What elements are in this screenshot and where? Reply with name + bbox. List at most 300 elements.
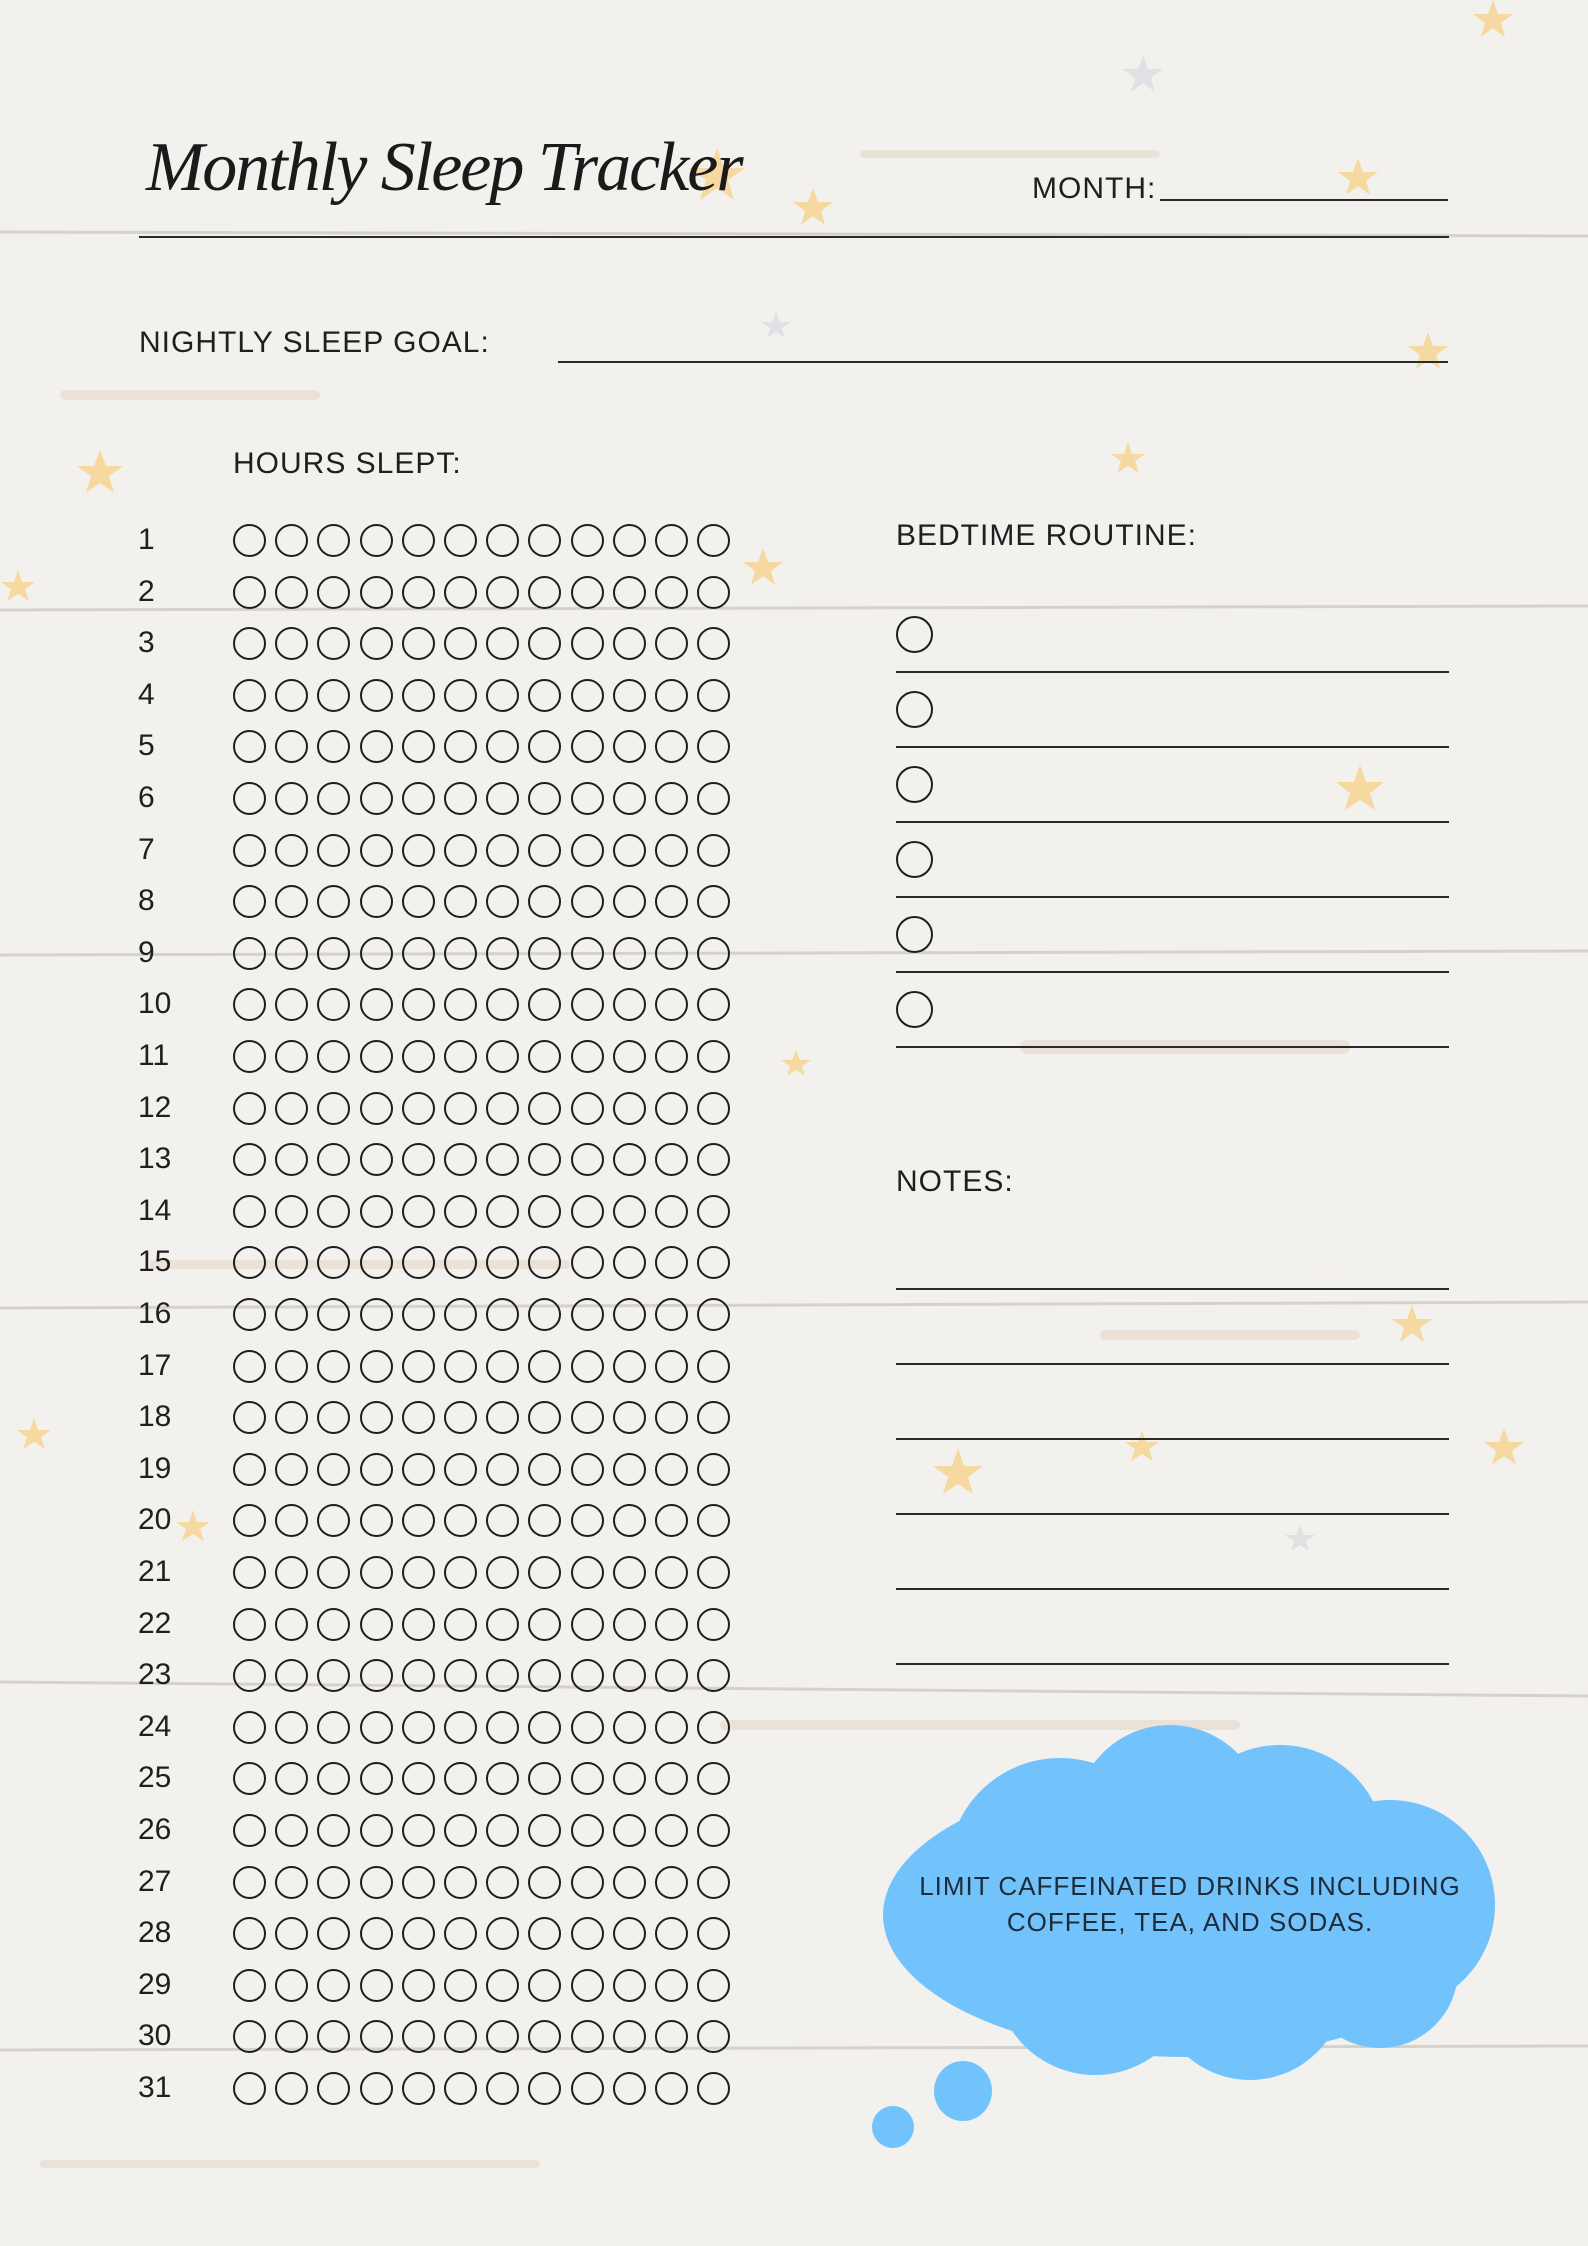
hour-circle[interactable] (486, 937, 519, 970)
hour-circle[interactable] (402, 1453, 435, 1486)
hour-circle[interactable] (655, 1040, 688, 1073)
hour-circle[interactable] (486, 1608, 519, 1641)
hour-circle[interactable] (233, 576, 266, 609)
hour-circle[interactable] (571, 1608, 604, 1641)
notes-line[interactable] (896, 1588, 1449, 1590)
hour-circle[interactable] (613, 834, 646, 867)
hour-circle[interactable] (655, 782, 688, 815)
hour-circle[interactable] (528, 576, 561, 609)
hour-circle[interactable] (655, 1711, 688, 1744)
hour-circle[interactable] (275, 782, 308, 815)
routine-checkbox[interactable] (896, 691, 933, 728)
hour-circle[interactable] (402, 2020, 435, 2053)
hour-circle[interactable] (655, 1659, 688, 1692)
hour-circle[interactable] (655, 1866, 688, 1899)
hour-circle[interactable] (233, 1556, 266, 1589)
hour-circle[interactable] (613, 937, 646, 970)
hour-circle[interactable] (275, 937, 308, 970)
routine-checkbox[interactable] (896, 991, 933, 1028)
hour-circle[interactable] (697, 1195, 730, 1228)
hour-circle[interactable] (402, 1917, 435, 1950)
hour-circle[interactable] (402, 1143, 435, 1176)
hour-circle[interactable] (360, 730, 393, 763)
routine-item-line[interactable] (896, 821, 1449, 823)
hour-circle[interactable] (275, 1453, 308, 1486)
hour-circle[interactable] (233, 782, 266, 815)
hour-circle[interactable] (233, 1143, 266, 1176)
hour-circle[interactable] (402, 1092, 435, 1125)
hour-circle[interactable] (697, 937, 730, 970)
hour-circle[interactable] (571, 679, 604, 712)
hour-circle[interactable] (613, 524, 646, 557)
hour-circle[interactable] (233, 1092, 266, 1125)
hour-circle[interactable] (655, 524, 688, 557)
hour-circle[interactable] (571, 1350, 604, 1383)
hour-circle[interactable] (486, 524, 519, 557)
notes-line[interactable] (896, 1438, 1449, 1440)
hour-circle[interactable] (613, 1350, 646, 1383)
hour-circle[interactable] (402, 1195, 435, 1228)
hour-circle[interactable] (360, 679, 393, 712)
hour-circle[interactable] (317, 576, 350, 609)
hour-circle[interactable] (317, 1453, 350, 1486)
hour-circle[interactable] (233, 885, 266, 918)
hour-circle[interactable] (275, 679, 308, 712)
hour-circle[interactable] (275, 1195, 308, 1228)
hour-circle[interactable] (697, 1350, 730, 1383)
hour-circle[interactable] (571, 1504, 604, 1537)
hour-circle[interactable] (317, 1350, 350, 1383)
hour-circle[interactable] (317, 834, 350, 867)
hour-circle[interactable] (360, 1969, 393, 2002)
hour-circle[interactable] (402, 1040, 435, 1073)
hour-circle[interactable] (275, 1608, 308, 1641)
hour-circle[interactable] (486, 2072, 519, 2105)
hour-circle[interactable] (444, 1453, 477, 1486)
hour-circle[interactable] (571, 937, 604, 970)
hour-circle[interactable] (233, 1401, 266, 1434)
month-field[interactable] (1160, 199, 1448, 201)
hour-circle[interactable] (613, 1143, 646, 1176)
hour-circle[interactable] (571, 1401, 604, 1434)
hour-circle[interactable] (402, 1246, 435, 1279)
hour-circle[interactable] (360, 1917, 393, 1950)
routine-checkbox[interactable] (896, 841, 933, 878)
hour-circle[interactable] (402, 937, 435, 970)
notes-line[interactable] (896, 1663, 1449, 1665)
hour-circle[interactable] (571, 2020, 604, 2053)
hour-circle[interactable] (360, 1298, 393, 1331)
hour-circle[interactable] (233, 679, 266, 712)
hour-circle[interactable] (528, 1866, 561, 1899)
hour-circle[interactable] (655, 1814, 688, 1847)
hour-circle[interactable] (360, 1556, 393, 1589)
hour-circle[interactable] (444, 1659, 477, 1692)
hour-circle[interactable] (486, 1556, 519, 1589)
hour-circle[interactable] (402, 1401, 435, 1434)
routine-item-line[interactable] (896, 671, 1449, 673)
hour-circle[interactable] (613, 1195, 646, 1228)
hour-circle[interactable] (613, 1969, 646, 2002)
hour-circle[interactable] (613, 730, 646, 763)
hour-circle[interactable] (444, 1143, 477, 1176)
hour-circle[interactable] (571, 627, 604, 660)
hour-circle[interactable] (444, 1608, 477, 1641)
hour-circle[interactable] (233, 1866, 266, 1899)
hour-circle[interactable] (486, 1040, 519, 1073)
routine-item-line[interactable] (896, 746, 1449, 748)
hour-circle[interactable] (571, 1969, 604, 2002)
hour-circle[interactable] (571, 1762, 604, 1795)
hour-circle[interactable] (486, 1092, 519, 1125)
hour-circle[interactable] (360, 988, 393, 1021)
hour-circle[interactable] (486, 834, 519, 867)
hour-circle[interactable] (697, 524, 730, 557)
hour-circle[interactable] (697, 576, 730, 609)
hour-circle[interactable] (528, 679, 561, 712)
hour-circle[interactable] (697, 1453, 730, 1486)
hour-circle[interactable] (528, 937, 561, 970)
hour-circle[interactable] (317, 1608, 350, 1641)
hour-circle[interactable] (655, 1401, 688, 1434)
hour-circle[interactable] (444, 524, 477, 557)
hour-circle[interactable] (697, 679, 730, 712)
hour-circle[interactable] (571, 1659, 604, 1692)
hour-circle[interactable] (360, 834, 393, 867)
hour-circle[interactable] (613, 679, 646, 712)
hour-circle[interactable] (486, 1969, 519, 2002)
hour-circle[interactable] (697, 1608, 730, 1641)
hour-circle[interactable] (360, 2072, 393, 2105)
hour-circle[interactable] (360, 1711, 393, 1744)
hour-circle[interactable] (360, 937, 393, 970)
hour-circle[interactable] (697, 834, 730, 867)
hour-circle[interactable] (613, 2020, 646, 2053)
hour-circle[interactable] (233, 1659, 266, 1692)
hour-circle[interactable] (275, 1040, 308, 1073)
hour-circle[interactable] (528, 1711, 561, 1744)
hour-circle[interactable] (317, 1092, 350, 1125)
hour-circle[interactable] (275, 524, 308, 557)
hour-circle[interactable] (613, 1298, 646, 1331)
hour-circle[interactable] (444, 2072, 477, 2105)
routine-checkbox[interactable] (896, 916, 933, 953)
hour-circle[interactable] (275, 1711, 308, 1744)
hour-circle[interactable] (697, 1298, 730, 1331)
hour-circle[interactable] (444, 1401, 477, 1434)
hour-circle[interactable] (613, 1401, 646, 1434)
hour-circle[interactable] (233, 1298, 266, 1331)
hour-circle[interactable] (697, 1711, 730, 1744)
hour-circle[interactable] (275, 1556, 308, 1589)
routine-item-line[interactable] (896, 971, 1449, 973)
hour-circle[interactable] (444, 1350, 477, 1383)
sleep-goal-field[interactable] (558, 361, 1448, 363)
hour-circle[interactable] (486, 1453, 519, 1486)
hour-circle[interactable] (655, 679, 688, 712)
hour-circle[interactable] (655, 1195, 688, 1228)
hour-circle[interactable] (697, 1814, 730, 1847)
hour-circle[interactable] (571, 576, 604, 609)
hour-circle[interactable] (571, 834, 604, 867)
routine-item-line[interactable] (896, 1046, 1449, 1048)
hour-circle[interactable] (655, 1453, 688, 1486)
hour-circle[interactable] (360, 524, 393, 557)
hour-circle[interactable] (655, 885, 688, 918)
hour-circle[interactable] (444, 679, 477, 712)
hour-circle[interactable] (317, 1195, 350, 1228)
hour-circle[interactable] (655, 1969, 688, 2002)
hour-circle[interactable] (571, 1195, 604, 1228)
hour-circle[interactable] (317, 937, 350, 970)
hour-circle[interactable] (402, 1762, 435, 1795)
hour-circle[interactable] (571, 1866, 604, 1899)
hour-circle[interactable] (613, 576, 646, 609)
hour-circle[interactable] (571, 1814, 604, 1847)
hour-circle[interactable] (571, 782, 604, 815)
hour-circle[interactable] (360, 627, 393, 660)
hour-circle[interactable] (233, 2072, 266, 2105)
hour-circle[interactable] (571, 1298, 604, 1331)
hour-circle[interactable] (360, 1814, 393, 1847)
hour-circle[interactable] (444, 1556, 477, 1589)
hour-circle[interactable] (360, 782, 393, 815)
hour-circle[interactable] (528, 1092, 561, 1125)
hour-circle[interactable] (402, 1298, 435, 1331)
hour-circle[interactable] (528, 1969, 561, 2002)
hour-circle[interactable] (233, 1040, 266, 1073)
hour-circle[interactable] (444, 1040, 477, 1073)
hour-circle[interactable] (528, 1195, 561, 1228)
hour-circle[interactable] (613, 988, 646, 1021)
hour-circle[interactable] (402, 1866, 435, 1899)
hour-circle[interactable] (233, 1195, 266, 1228)
hour-circle[interactable] (613, 1504, 646, 1537)
hour-circle[interactable] (360, 1350, 393, 1383)
hour-circle[interactable] (655, 1556, 688, 1589)
hour-circle[interactable] (444, 1917, 477, 1950)
hour-circle[interactable] (402, 1556, 435, 1589)
hour-circle[interactable] (444, 885, 477, 918)
hour-circle[interactable] (360, 1453, 393, 1486)
hour-circle[interactable] (317, 1711, 350, 1744)
notes-line[interactable] (896, 1288, 1449, 1290)
hour-circle[interactable] (655, 1608, 688, 1641)
hour-circle[interactable] (528, 1453, 561, 1486)
hour-circle[interactable] (360, 885, 393, 918)
hour-circle[interactable] (233, 1917, 266, 1950)
hour-circle[interactable] (486, 1195, 519, 1228)
hour-circle[interactable] (402, 1659, 435, 1692)
hour-circle[interactable] (655, 834, 688, 867)
hour-circle[interactable] (613, 627, 646, 660)
hour-circle[interactable] (655, 1143, 688, 1176)
hour-circle[interactable] (444, 1969, 477, 2002)
hour-circle[interactable] (613, 1608, 646, 1641)
hour-circle[interactable] (444, 1298, 477, 1331)
hour-circle[interactable] (275, 834, 308, 867)
hour-circle[interactable] (571, 1092, 604, 1125)
hour-circle[interactable] (697, 1092, 730, 1125)
hour-circle[interactable] (613, 1711, 646, 1744)
hour-circle[interactable] (613, 1814, 646, 1847)
hour-circle[interactable] (233, 937, 266, 970)
hour-circle[interactable] (571, 988, 604, 1021)
hour-circle[interactable] (528, 1608, 561, 1641)
hour-circle[interactable] (697, 1969, 730, 2002)
hour-circle[interactable] (317, 1866, 350, 1899)
hour-circle[interactable] (486, 1350, 519, 1383)
hour-circle[interactable] (233, 1608, 266, 1641)
hour-circle[interactable] (360, 1401, 393, 1434)
hour-circle[interactable] (402, 834, 435, 867)
hour-circle[interactable] (317, 1969, 350, 2002)
hour-circle[interactable] (402, 524, 435, 557)
hour-circle[interactable] (402, 1814, 435, 1847)
hour-circle[interactable] (571, 1143, 604, 1176)
hour-circle[interactable] (233, 524, 266, 557)
hour-circle[interactable] (233, 1814, 266, 1847)
routine-item-line[interactable] (896, 896, 1449, 898)
hour-circle[interactable] (571, 1556, 604, 1589)
hour-circle[interactable] (444, 937, 477, 970)
hour-circle[interactable] (613, 885, 646, 918)
hour-circle[interactable] (317, 679, 350, 712)
routine-checkbox[interactable] (896, 766, 933, 803)
hour-circle[interactable] (486, 1866, 519, 1899)
hour-circle[interactable] (360, 1608, 393, 1641)
hour-circle[interactable] (275, 1298, 308, 1331)
hour-circle[interactable] (444, 576, 477, 609)
hour-circle[interactable] (571, 885, 604, 918)
hour-circle[interactable] (360, 576, 393, 609)
hour-circle[interactable] (233, 1350, 266, 1383)
hour-circle[interactable] (233, 1711, 266, 1744)
hour-circle[interactable] (697, 1556, 730, 1589)
hour-circle[interactable] (571, 1040, 604, 1073)
hour-circle[interactable] (444, 1195, 477, 1228)
hour-circle[interactable] (360, 2020, 393, 2053)
hour-circle[interactable] (275, 2072, 308, 2105)
hour-circle[interactable] (486, 679, 519, 712)
hour-circle[interactable] (486, 782, 519, 815)
hour-circle[interactable] (528, 1350, 561, 1383)
hour-circle[interactable] (613, 1917, 646, 1950)
hour-circle[interactable] (360, 1659, 393, 1692)
hour-circle[interactable] (360, 1092, 393, 1125)
hour-circle[interactable] (402, 1608, 435, 1641)
hour-circle[interactable] (444, 1814, 477, 1847)
hour-circle[interactable] (486, 1298, 519, 1331)
hour-circle[interactable] (402, 627, 435, 660)
hour-circle[interactable] (613, 782, 646, 815)
hour-circle[interactable] (275, 1092, 308, 1125)
hour-circle[interactable] (444, 627, 477, 660)
hour-circle[interactable] (275, 1350, 308, 1383)
hour-circle[interactable] (402, 1504, 435, 1537)
hour-circle[interactable] (697, 782, 730, 815)
notes-line[interactable] (896, 1513, 1449, 1515)
hour-circle[interactable] (571, 524, 604, 557)
hour-circle[interactable] (613, 1866, 646, 1899)
hour-circle[interactable] (275, 1969, 308, 2002)
hour-circle[interactable] (444, 1866, 477, 1899)
hour-circle[interactable] (486, 1711, 519, 1744)
hour-circle[interactable] (402, 782, 435, 815)
hour-circle[interactable] (655, 1350, 688, 1383)
hour-circle[interactable] (613, 1092, 646, 1125)
hour-circle[interactable] (402, 1711, 435, 1744)
hour-circle[interactable] (697, 1866, 730, 1899)
hour-circle[interactable] (360, 1040, 393, 1073)
hour-circle[interactable] (402, 988, 435, 1021)
hour-circle[interactable] (275, 1866, 308, 1899)
hour-circle[interactable] (571, 2072, 604, 2105)
hour-circle[interactable] (571, 1917, 604, 1950)
hour-circle[interactable] (360, 1246, 393, 1279)
hour-circle[interactable] (402, 679, 435, 712)
hour-circle[interactable] (402, 885, 435, 918)
hour-circle[interactable] (444, 834, 477, 867)
hour-circle[interactable] (655, 937, 688, 970)
hour-circle[interactable] (571, 1453, 604, 1486)
hour-circle[interactable] (613, 1556, 646, 1589)
hour-circle[interactable] (402, 1969, 435, 2002)
hour-circle[interactable] (613, 2072, 646, 2105)
hour-circle[interactable] (233, 627, 266, 660)
hour-circle[interactable] (655, 1298, 688, 1331)
hour-circle[interactable] (275, 1814, 308, 1847)
notes-line[interactable] (896, 1363, 1449, 1365)
hour-circle[interactable] (360, 1504, 393, 1537)
hour-circle[interactable] (528, 834, 561, 867)
hour-circle[interactable] (360, 1866, 393, 1899)
hour-circle[interactable] (571, 730, 604, 763)
hour-circle[interactable] (486, 576, 519, 609)
hour-circle[interactable] (360, 1195, 393, 1228)
hour-circle[interactable] (402, 2072, 435, 2105)
hour-circle[interactable] (486, 1814, 519, 1847)
hour-circle[interactable] (697, 1040, 730, 1073)
hour-circle[interactable] (571, 1711, 604, 1744)
hour-circle[interactable] (571, 1246, 604, 1279)
hour-circle[interactable] (402, 730, 435, 763)
hour-circle[interactable] (613, 1762, 646, 1795)
hour-circle[interactable] (444, 782, 477, 815)
hour-circle[interactable] (613, 1246, 646, 1279)
hour-circle[interactable] (655, 2072, 688, 2105)
hour-circle[interactable] (697, 2072, 730, 2105)
hour-circle[interactable] (360, 1143, 393, 1176)
hour-circle[interactable] (613, 1453, 646, 1486)
hour-circle[interactable] (655, 1917, 688, 1950)
hour-circle[interactable] (360, 1762, 393, 1795)
hour-circle[interactable] (613, 1040, 646, 1073)
hour-circle[interactable] (655, 576, 688, 609)
hour-circle[interactable] (275, 576, 308, 609)
hour-circle[interactable] (444, 1711, 477, 1744)
hour-circle[interactable] (233, 1453, 266, 1486)
routine-checkbox[interactable] (896, 616, 933, 653)
hour-circle[interactable] (655, 1092, 688, 1125)
hour-circle[interactable] (444, 1092, 477, 1125)
hour-circle[interactable] (233, 834, 266, 867)
hour-circle[interactable] (655, 627, 688, 660)
hour-circle[interactable] (402, 576, 435, 609)
hour-circle[interactable] (402, 1350, 435, 1383)
hour-circle[interactable] (233, 1969, 266, 2002)
hour-circle[interactable] (613, 1659, 646, 1692)
